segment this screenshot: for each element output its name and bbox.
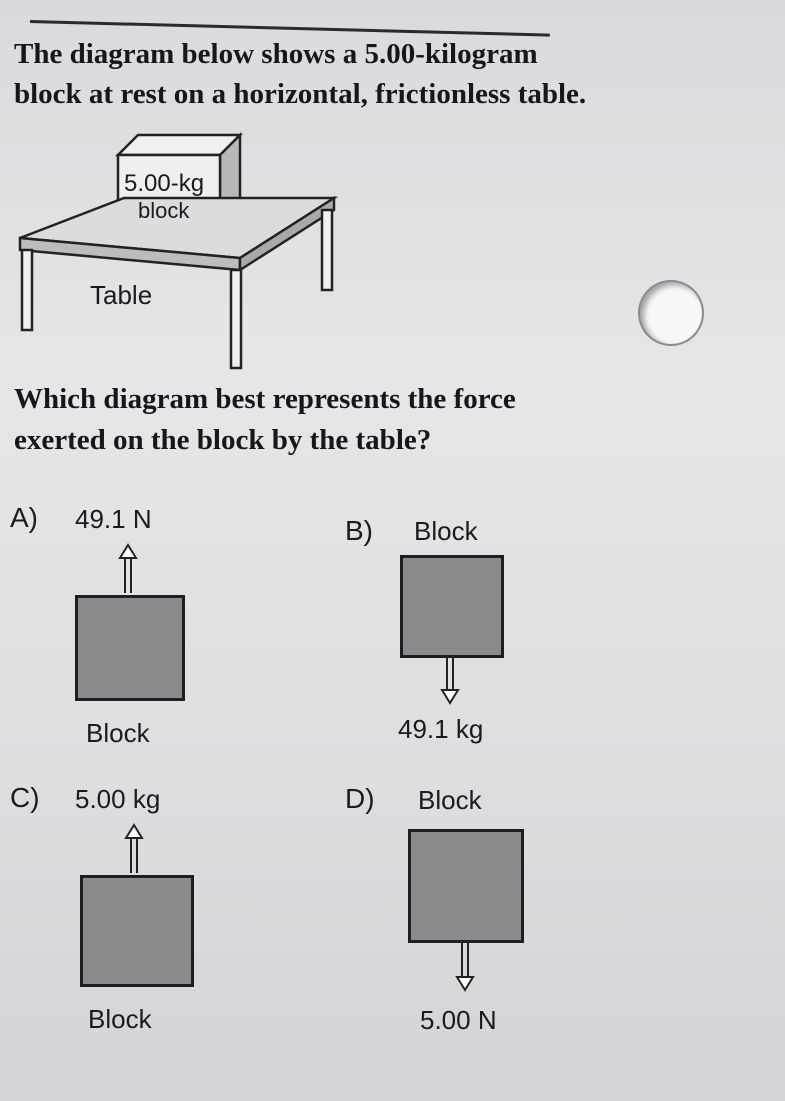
up-arrow-icon <box>118 543 138 593</box>
option-c-caption: Block <box>88 1004 152 1034</box>
table-label: Table <box>90 280 153 310</box>
option-d-value: 5.00 N <box>420 1005 497 1035</box>
option-c-letter: C) <box>10 782 40 813</box>
table-diagram <box>0 120 400 380</box>
option-c-value: 5.00 kg <box>75 784 161 814</box>
option-b-value: 49.1 kg <box>398 714 484 744</box>
option-d-letter: D) <box>345 783 375 814</box>
option-a-letter: A) <box>10 502 38 533</box>
option-b-caption: Block <box>414 516 478 546</box>
option-d-caption: Block <box>418 785 482 815</box>
option-a-caption: Block <box>86 718 150 748</box>
question-line-1: The diagram below shows a 5.00-kilogram <box>14 38 538 70</box>
hole-punch <box>640 282 702 344</box>
up-arrow-icon <box>124 823 144 873</box>
option-a-block <box>75 595 185 701</box>
down-arrow-icon <box>455 942 475 992</box>
block-label-word: block <box>138 198 190 223</box>
option-d-block <box>408 829 524 943</box>
question-line-2: block at rest on a horizontal, frictionless table. <box>14 78 587 110</box>
block-label-mass: 5.00-kg <box>124 170 205 197</box>
question-line-4: exerted on the block by the table? <box>14 424 432 456</box>
option-c-block <box>80 875 194 987</box>
option-b-block <box>400 555 504 658</box>
option-a-value: 49.1 N <box>75 504 152 534</box>
down-arrow-icon <box>440 655 460 705</box>
question-line-3: Which diagram best represents the force <box>14 383 516 415</box>
option-b-letter: B) <box>345 515 373 546</box>
